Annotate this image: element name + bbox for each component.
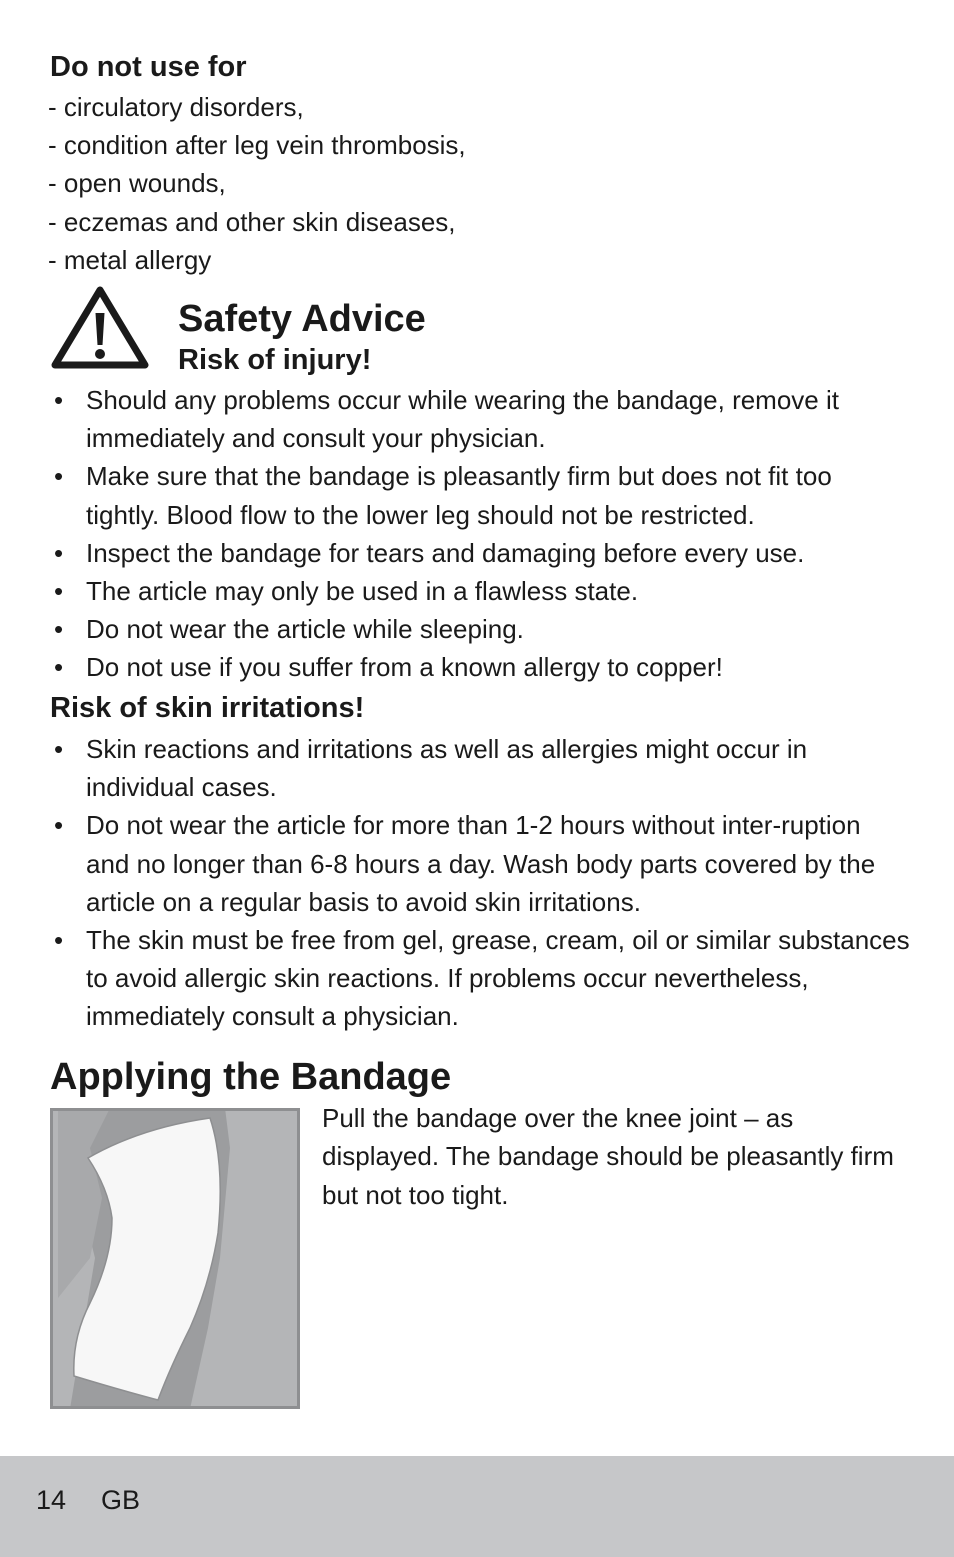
contraindications-title: Do not use for [50, 51, 247, 83]
injury-list [50, 381, 910, 687]
applying-bandage-title: Applying the Bandage [50, 1056, 452, 1098]
safety-advice-header [50, 285, 920, 377]
page-number: 14 [36, 1485, 67, 1515]
list-item: - circulatory disorders, [48, 92, 304, 122]
list-item: - eczemas and other skin diseases, [48, 206, 456, 237]
list-item: • Skin reactions and irritations as well as allergies might occur in individual cases. [50, 730, 910, 806]
list-item: • Do not wear the article while sleeping. [50, 610, 910, 648]
list-item: • The skin must be free from gel, grease, cream, oil or similar substances to avoid allergic skin reactions. If problems occur nevertheless, immediately consult a physician. [50, 921, 910, 1036]
skin-irritations-list [50, 730, 910, 1036]
safety-advice-title: Safety Advice [178, 298, 426, 340]
skin-irritations-title: Risk of skin irritations! [50, 692, 365, 724]
list-item: • Should any problems occur while wearing the bandage, remove it immediately and consult your physician. [50, 381, 910, 457]
knee-bandage-illustration [50, 1108, 300, 1409]
contraindications-list [48, 88, 466, 279]
warning-triangle-icon [50, 285, 150, 371]
list-item: • Inspect the bandage for tears and damaging before every use. [50, 534, 910, 572]
list-item: - condition after leg vein thrombosis, [48, 130, 466, 161]
list-item: • Do not use if you suffer from a known allergy to copper! [50, 648, 910, 686]
risk-of-injury-title: Risk of injury! [178, 344, 372, 376]
list-item: • Make sure that the bandage is pleasantly firm but does not fit too tightly. Blood flow to the lower leg should not be restricted. [50, 457, 910, 533]
language-code: GB [101, 1485, 141, 1515]
list-item: - metal allergy [48, 244, 212, 275]
page-footer [0, 1456, 954, 1557]
list-item: • Do not wear the article for more than 1-2 hours without inter-ruption and no longer than 6-8 hours a day. Wash body parts covered by the article on a regular basis to avoid skin irritations. [50, 806, 910, 921]
applying-bandage-text: Pull the bandage over the knee joint – as displayed. The bandage should be pleasantly firm but not too tight. [322, 1103, 894, 1210]
list-item: - open wounds, [48, 168, 226, 199]
list-item: • The article may only be used in a flawless state. [50, 572, 910, 610]
